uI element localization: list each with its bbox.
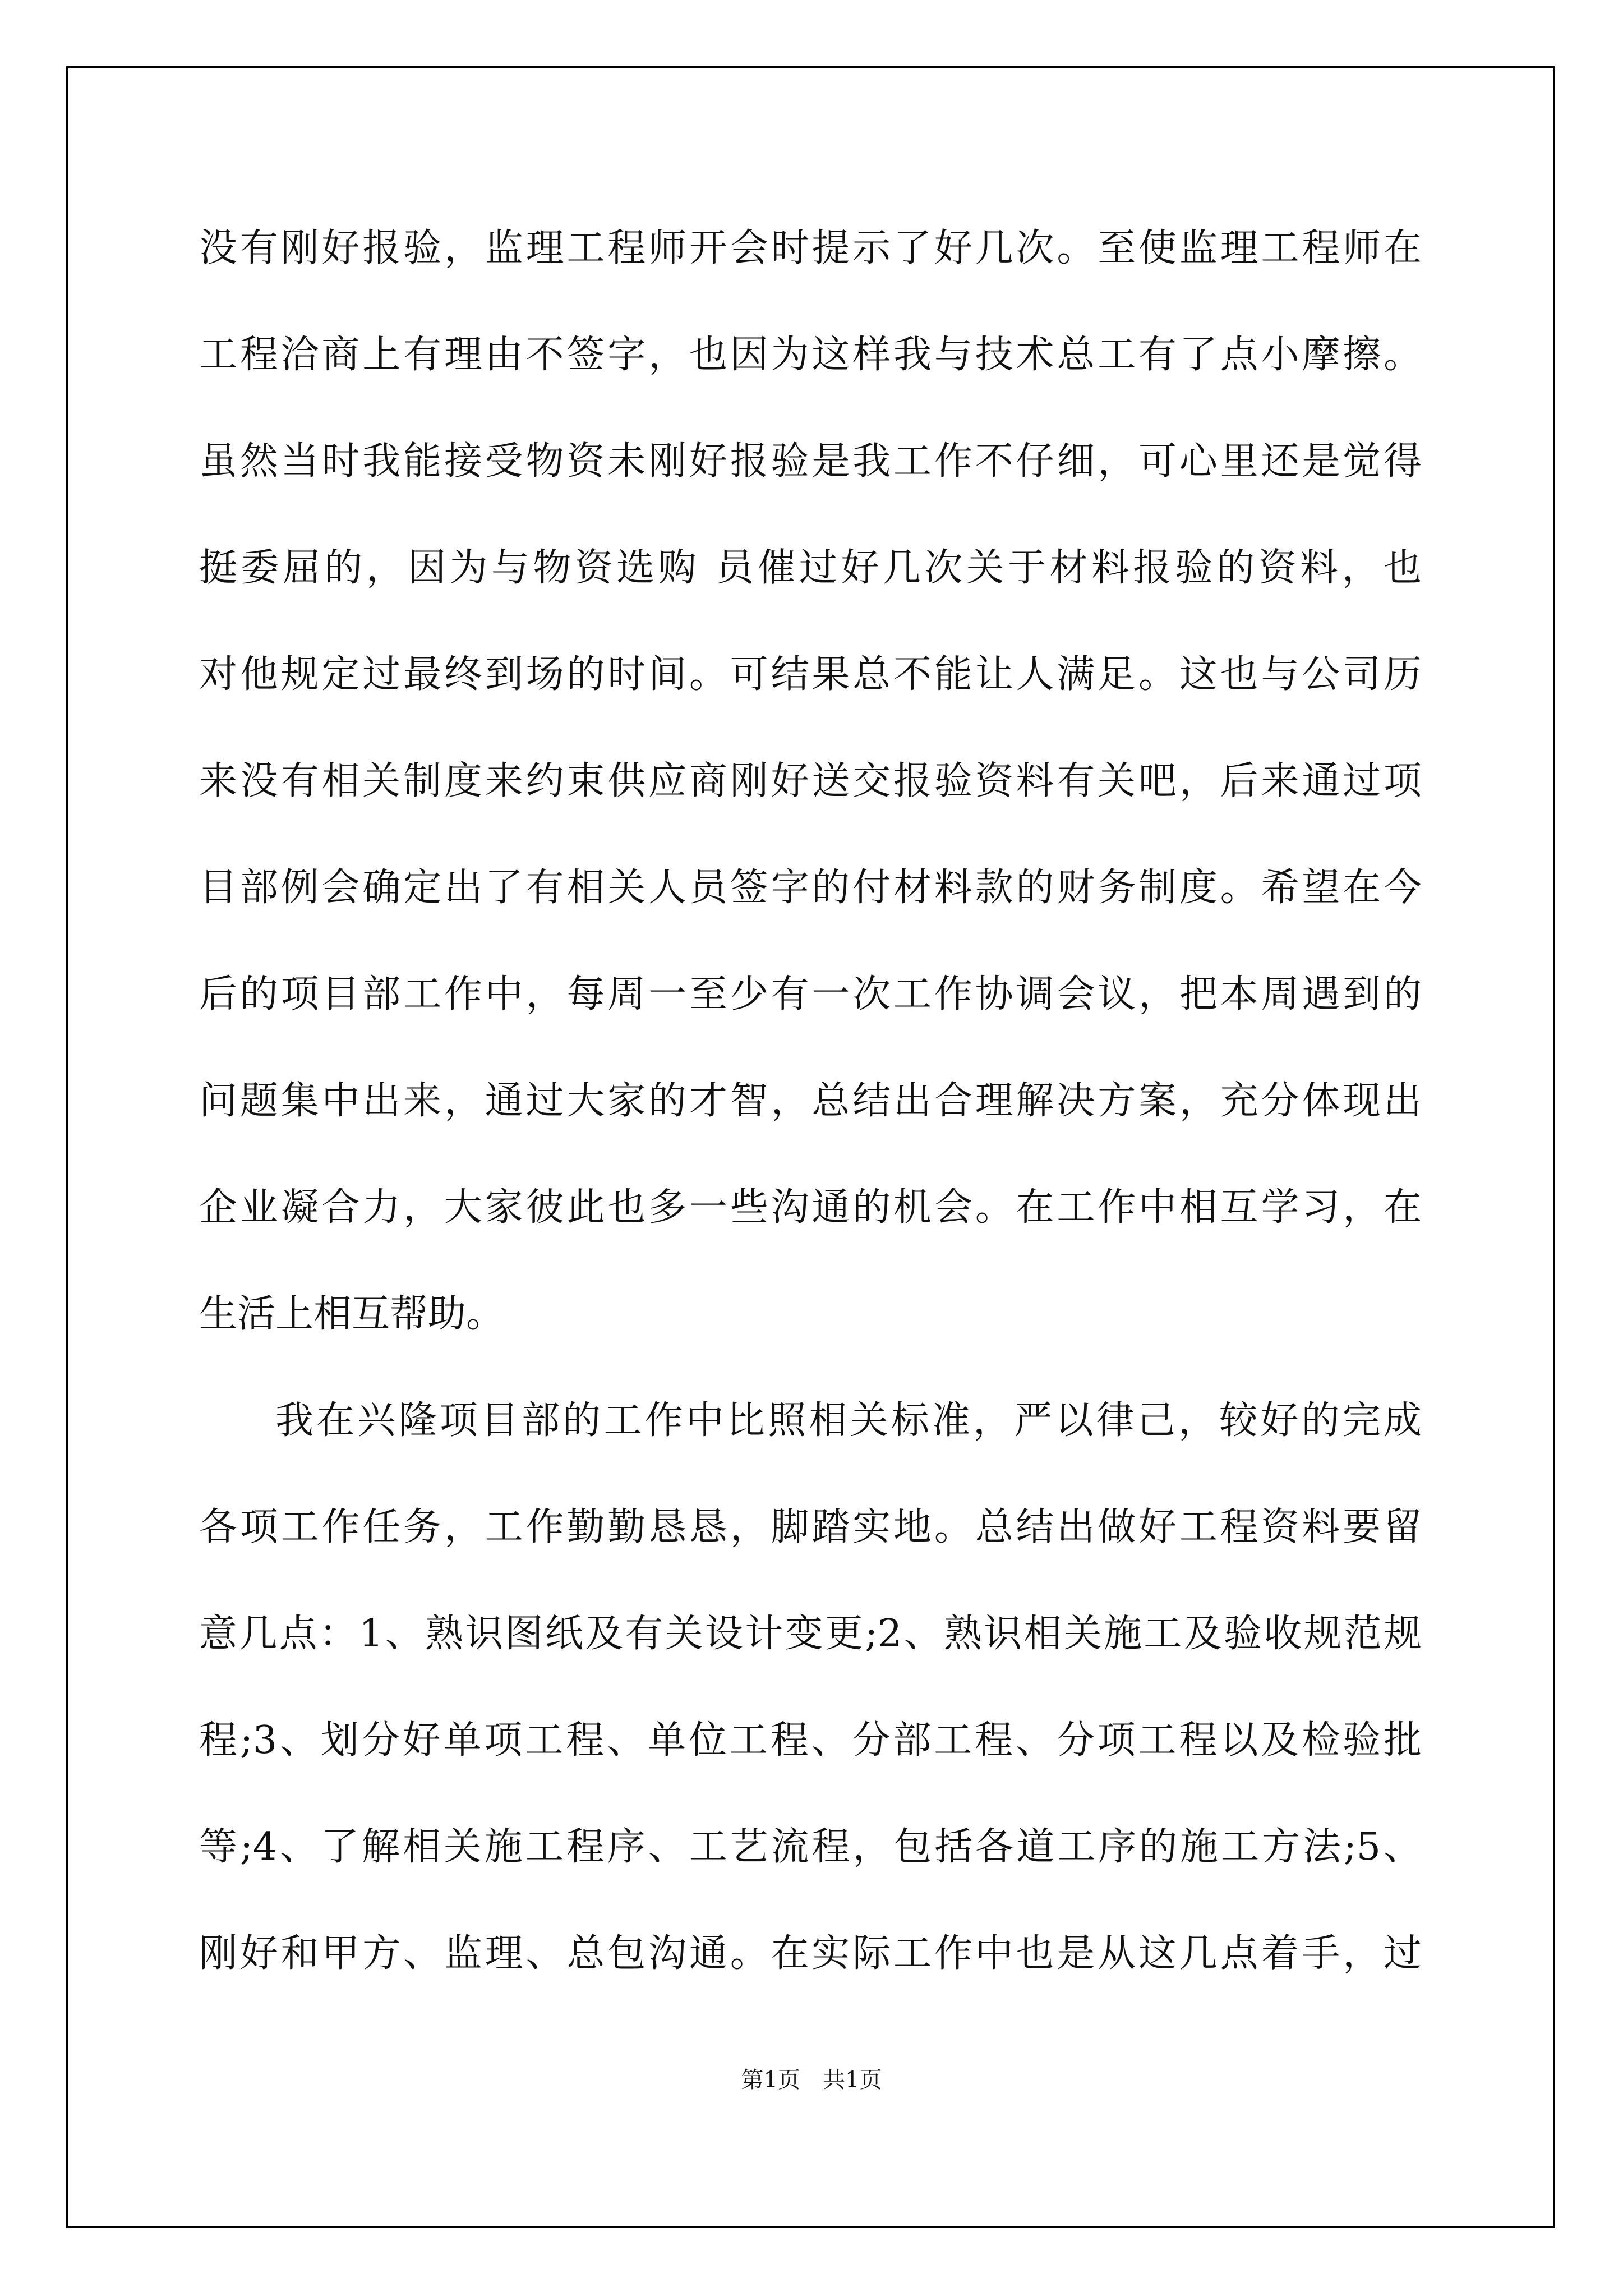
paragraph-start-line: 我在兴隆项目部的工作中比照相关标准，严以律己，较好的完成 (275, 1398, 1422, 1443)
text-line: 企业凝合力，大家彼此也多一些沟通的机会。在工作中相互学习，在 (199, 1185, 1422, 1230)
text-line: 程;3、划分好单项工程、单位工程、分部工程、分项工程以及检验批 (199, 1718, 1422, 1763)
text-line: 生活上相互帮助。 (199, 1292, 505, 1336)
text-line: 工程洽商上有理由不签字，也因为这样我与技术总工有了点小摩擦。 (199, 333, 1422, 377)
text-line: 刚好和甲方、监理、总包沟通。在实际工作中也是从这几点着手，过 (199, 1931, 1422, 1976)
text-line: 意几点：1、熟识图纸及有关设计变更;2、熟识相关施工及验收规范规 (199, 1612, 1422, 1656)
text-line: 对他规定过最终到场的时间。可结果总不能让人满足。这也与公司历 (199, 652, 1422, 697)
text-line: 挺委屈的，因为与物资选购 员催过好几次关于材料报验的资料，也 (199, 546, 1422, 590)
document-body (199, 215, 1422, 2027)
text-line: 没有刚好报验，监理工程师开会时提示了好几次。至使监理工程师在 (199, 226, 1422, 270)
text-line: 来没有相关制度来约束供应商刚好送交报验资料有关吧，后来通过项 (199, 759, 1422, 803)
text-line: 虽然当时我能接受物资未刚好报验是我工作不仔细，可心里还是觉得 (199, 439, 1422, 484)
text-line: 后的项目部工作中，每周一至少有一次工作协调会议，把本周遇到的 (199, 972, 1422, 1016)
page-footer: 第1页 共1页 (741, 2067, 882, 2093)
text-line: 目部例会确定出了有相关人员签字的付材料款的财务制度。希望在今 (199, 866, 1422, 910)
text-line: 各项工作任务，工作勤勤恳恳，脚踏实地。总结出做好工程资料要留 (199, 1505, 1422, 1549)
text-line: 等;4、了解相关施工程序、工艺流程，包括各道工序的施工方法;5、 (199, 1825, 1422, 1869)
text-line: 问题集中出来，通过大家的才智，总结出合理解决方案，充分体现出 (199, 1079, 1422, 1123)
